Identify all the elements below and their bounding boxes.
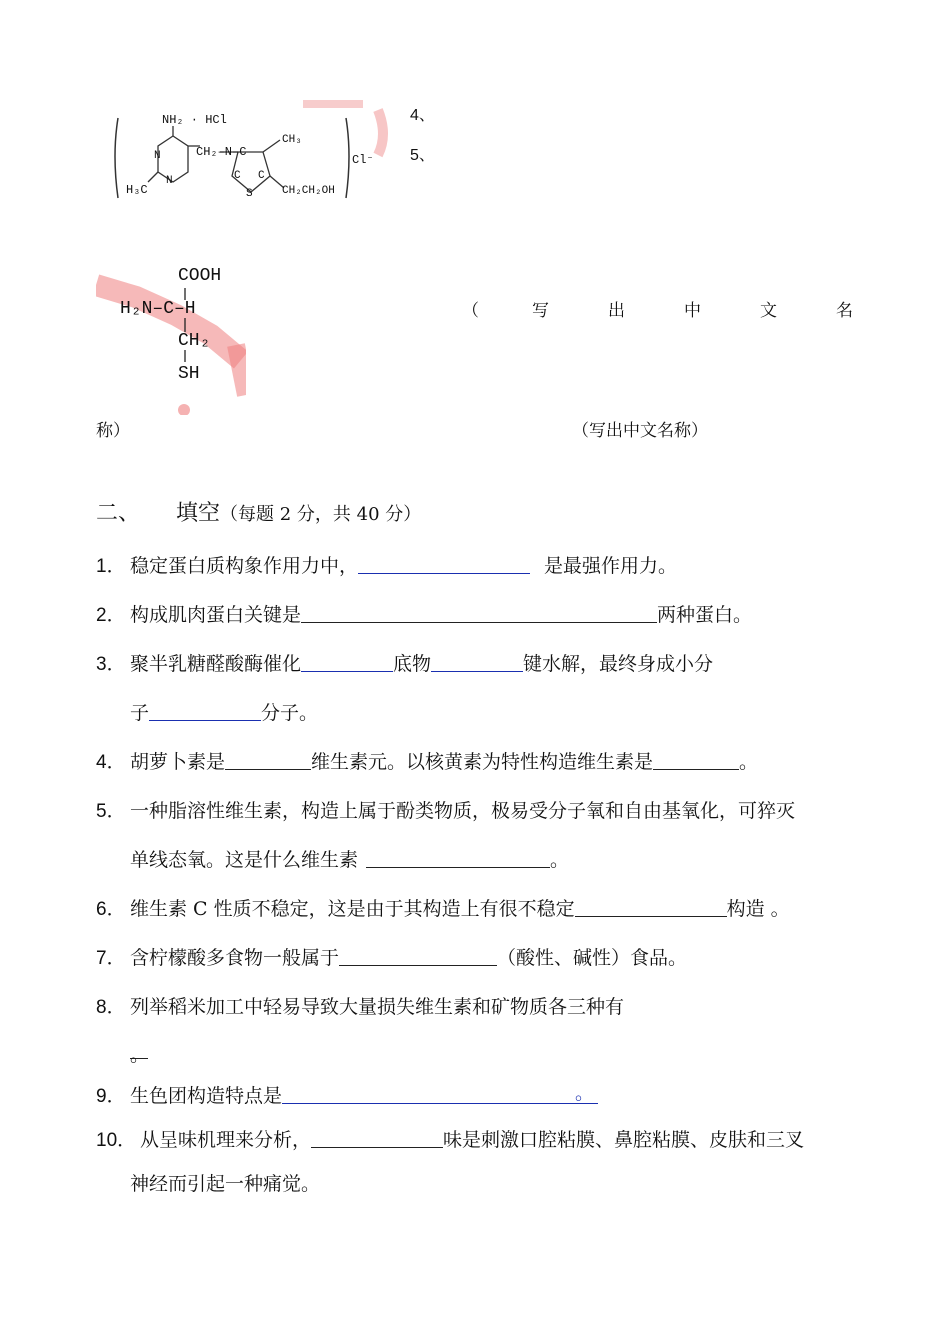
question-5-blank[interactable] [366,849,550,868]
section-hint: （每题 2 分，共 40 分） [220,504,422,525]
question-7-number: 7． [96,948,126,969]
question-9-blank[interactable] [282,1082,598,1104]
question-2-text-a: 构成肌肉蛋白关键是 [130,604,302,626]
question-9-text-b: 。 [575,1082,595,1104]
chloride-label: Cl⁻ [352,153,374,167]
sulfur-label: S [246,188,253,200]
question-6 [130,894,790,921]
name-prompt-second: （写出中文名称） [572,421,708,441]
question-10-text-b: 味是刺激口腔粘膜、鼻腔粘膜、皮肤和三叉 [443,1129,805,1151]
h3c-label: H₃C [126,183,148,197]
question-3-blank-3[interactable] [149,702,261,721]
question-1-text-a: 稳定蛋白质构象作用力中， [130,555,359,577]
question-8-number: 8． [96,997,126,1018]
question-4-number: 4． [96,752,126,773]
question-2 [130,600,752,627]
question-1-blank[interactable] [358,555,530,574]
question-3-text-d: 子 [130,702,150,724]
h2n-ch-label: H₂N–C–H [120,299,196,319]
section-heading [96,496,421,527]
question-3-blank-2[interactable] [431,653,523,672]
question-item-4-label: 4、 [410,107,435,124]
name-prompt-end: 称） [96,421,130,441]
question-8-text-a: 列举稻米加工中轻易导致大量损失维生素和矿物质各三种有 [130,996,625,1018]
question-2-number: 2． [96,605,126,626]
question-6-number: 6． [96,899,126,920]
question-10-line-2 [130,1169,320,1196]
question-item-5-label: 5、 [410,147,435,164]
question-3-line-2 [130,698,318,725]
question-1-number: 1． [96,556,126,577]
question-4-blank-2[interactable] [653,751,739,770]
question-1-text-b: 是最强作用力。 [538,555,678,577]
question-3-text-e: 分子。 [261,702,319,724]
ch2-label: CH₂ [178,331,211,351]
nitrogen-label-a: N [154,150,161,162]
question-9 [130,1081,598,1108]
question-5-text-b: 单线态氧。这是什么维生素 [130,849,359,871]
question-2-text-b: 两种蛋白。 [657,604,753,626]
question-5-number: 5． [96,801,126,822]
question-3-text-b: 底物 [393,653,432,675]
name-prompt-char-1: 写 [532,301,549,321]
nh2-hcl-label: NH₂ · HCl [162,113,227,127]
section-number: 二、 [96,501,141,526]
name-prompt-open: （ [462,301,479,321]
carbon-label-a: C [234,170,241,182]
question-6-text-b: 构造 。 [726,898,790,920]
nitrogen-label-b: N [166,175,173,187]
question-4-text-c: 。 [739,751,759,773]
question-7-blank[interactable] [339,947,497,966]
question-8-line-2 [130,1040,148,1064]
question-10-text-c: 神经而引起一种痛觉。 [130,1173,321,1195]
question-4-text-a: 胡萝卜素是 [130,751,226,773]
question-2-blank[interactable] [301,604,657,623]
question-4-text-b: 维生素元。以核黄素为特性构造维生素是 [311,751,654,773]
name-prompt-char-5: 名 [836,301,853,321]
question-6-text-a: 维生素 C 性质不稳定，这是由于其构造上有很不稳定 [130,898,575,920]
question-3-text-a: 聚半乳糖醛酸酶催化 [130,653,302,675]
section-title: 填空 [176,501,221,526]
name-prompt-char-2: 出 [608,301,625,321]
question-5-line-2 [130,845,569,872]
question-8-text-b: 。 [130,1044,150,1066]
question-5-text-a: 一种脂溶性维生素，构造上属于酚类物质，极易受分子氧和自由基氧化，可猝灭 [130,800,796,822]
name-prompt-char-3: 中 [684,301,701,321]
carbon-label-b: C [258,170,265,182]
ch2-n-label: CH₂–N–C [196,145,247,159]
question-6-blank[interactable] [575,898,727,917]
question-10-number: 10． [96,1130,137,1151]
sh-label: SH [178,364,200,384]
question-4 [130,747,758,774]
name-prompt-char-4: 文 [760,301,777,321]
question-3-blank-1[interactable] [301,653,393,672]
question-7-text-a: 含柠檬酸多食物一般属于 [130,947,340,969]
question-3-text-c: 键水解，最终身成小分 [523,653,714,675]
ch2ch2oh-label: CH₂CH₂OH [282,185,335,197]
question-10-blank[interactable] [311,1129,443,1148]
question-10-line-1 [140,1125,804,1152]
question-3-line-1 [130,649,713,676]
question-1 [130,551,677,578]
question-7 [130,943,687,970]
ch3-label: CH₃ [282,134,302,146]
question-7-text-b: （酸性、碱性）食品。 [497,947,688,969]
question-4-blank-1[interactable] [225,751,311,770]
question-3-number: 3． [96,654,126,675]
question-5-text-c: 。 [550,849,570,871]
question-9-number: 9． [96,1086,126,1107]
cooh-label: COOH [178,266,222,286]
question-9-text-a: 生色团构造特点是 [130,1085,283,1107]
question-10-text-a: 从呈味机理来分析， [140,1129,312,1151]
question-8-line-1 [130,992,624,1019]
question-5-line-1 [130,796,795,823]
question-8-blank[interactable] [130,1040,150,1066]
